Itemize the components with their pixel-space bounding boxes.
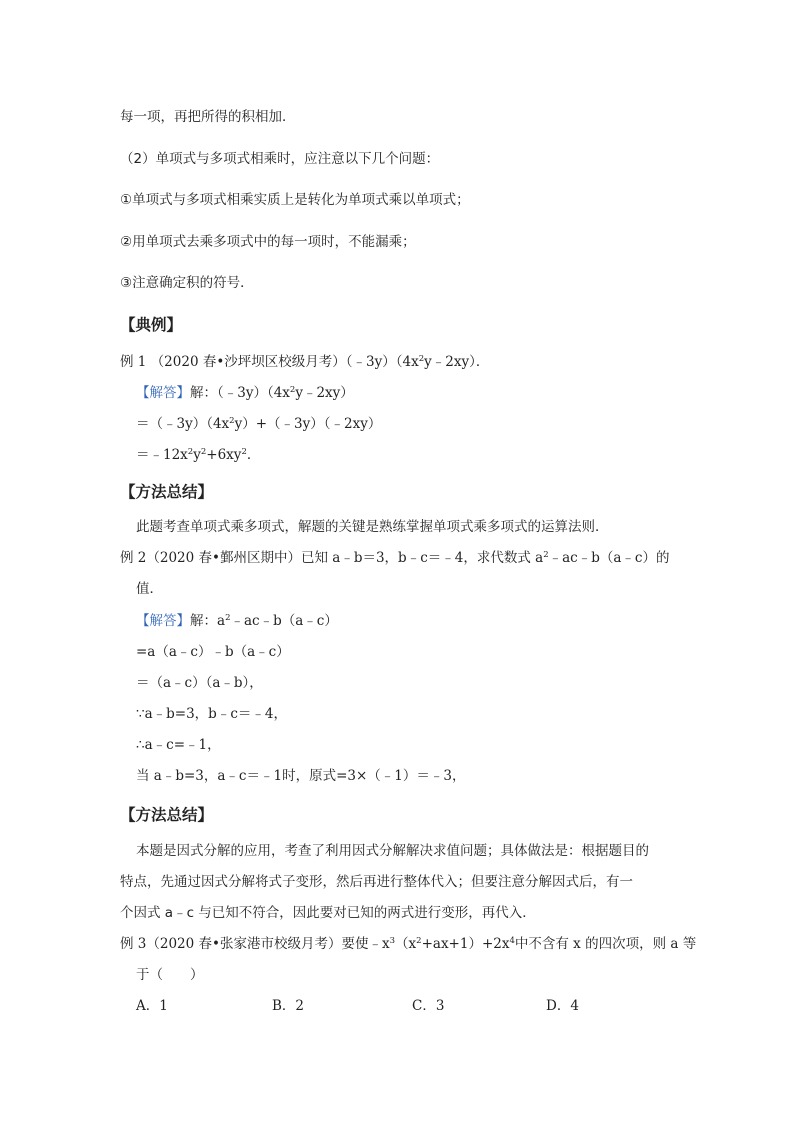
- intro-line-2: （2）单项式与多项式相乘时，应注意以下几个问题：: [120, 151, 440, 167]
- summary-2-line-1: 本题是因式分解的应用，考查了利用因式分解解决求值问题；具体做法是：根据题目的: [136, 843, 649, 859]
- heading-examples: 【典例】: [120, 316, 183, 334]
- example-1-step-2: $=(﹣3y)(4x^2y)+(﹣3y)(﹣2xy)$: [136, 416, 382, 432]
- summary-1-text: 此题考查单项式乘多项式，解题的关键是熟练掌握单项式乘多项式的运算法则．: [136, 519, 609, 535]
- example-2-question-cont: 值．: [136, 581, 163, 597]
- answer-label: 【解答】: [136, 385, 190, 401]
- example-2-answer: 【解答】解：$a^2﹣ac﹣b(a﹣c)$: [136, 613, 338, 629]
- option-a: A．1: [136, 998, 168, 1014]
- intro-line-4: ②用单项式去乘多项式中的每一项时，不能漏乘；: [120, 234, 416, 250]
- summary-2-line-2: 特点，先通过因式分解将式子变形，然后再进行整体代入；但要注意分解因式后，有一: [120, 874, 633, 890]
- option-b: B．2: [272, 998, 305, 1014]
- intro-line-5: ③注意确定积的符号．: [120, 275, 254, 291]
- example-2-step-3: ＝（a﹣c）（a﹣b），: [136, 675, 263, 691]
- option-d: D．4: [546, 998, 579, 1014]
- summary-heading-1: 【方法总结】: [120, 483, 214, 501]
- example-1-step-3: $=﹣12x^2y^2+6xy^2$．: [136, 447, 261, 463]
- example-1-answer: 【解答】解：$(﹣3y)(4x^2y﹣2xy)$: [136, 385, 354, 401]
- example-2-question: 例 2（2020 春•鄞州区期中）已知 a﹣b＝3，b﹣c＝﹣4，求代数式 $a^2﹣ac﹣b(a﹣c)$的: [120, 550, 670, 566]
- example-2-step-2: =a（a﹣c）﹣b（a﹣c）: [136, 644, 290, 660]
- example-2-step-5: ∴a﹣c=﹣1，: [136, 737, 221, 753]
- example-1-question: 例 1 （2020 春•沙坪坝区校级月考）$(﹣3y)(4x^2y﹣2xy)$．: [120, 354, 490, 370]
- example-3-question: 例 3（2020 春•张家港市校级月考）要使$﹣x^3(x^2+ax+1)+2x^4$中不含有 x 的四次项，则 a 等: [120, 936, 697, 952]
- example-2-step-4: ∵a﹣b=3，b﹣c＝﹣4，: [136, 706, 287, 722]
- summary-heading-2: 【方法总结】: [120, 806, 214, 824]
- summary-2-line-3: 个因式 a﹣c 与已知不符合，因此要对已知的两式进行变形，再代入．: [120, 905, 536, 921]
- example-2-step-6: 当 a﹣b=3，a﹣c＝﹣1时，原式=3×（﹣1）＝﹣3，: [136, 768, 466, 784]
- intro-line-3: ①单项式与多项式相乘实质上是转化为单项式乘以单项式；: [120, 192, 470, 208]
- option-c: C．3: [412, 998, 445, 1014]
- example-3-options: [0, 1000, 794, 1016]
- answer-label: 【解答】: [136, 613, 190, 629]
- example-3-question-cont: 于（ ）: [136, 967, 204, 983]
- intro-line-1: 每一项，再把所得的积相加．: [120, 109, 296, 125]
